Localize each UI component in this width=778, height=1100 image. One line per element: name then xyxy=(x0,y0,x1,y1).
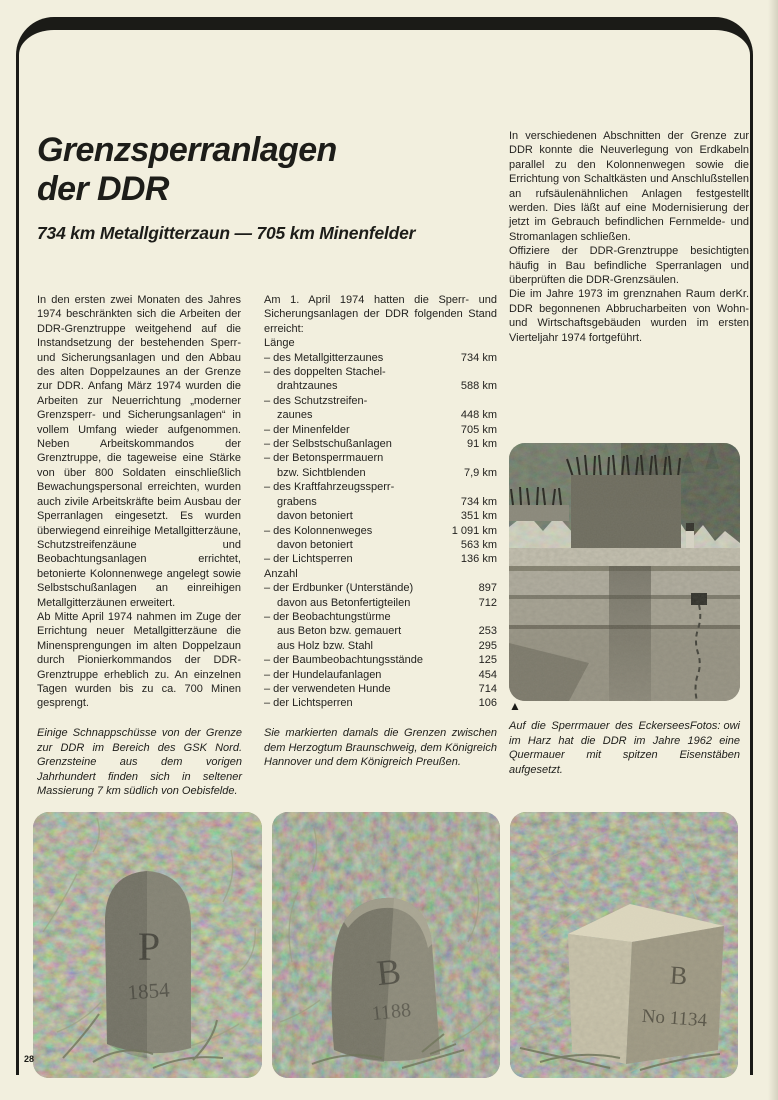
table-row xyxy=(264,668,497,682)
row-value: 563 km xyxy=(460,538,497,551)
photo-grain xyxy=(272,812,500,1078)
table-row xyxy=(264,495,497,509)
table-row xyxy=(264,480,497,494)
row-value: 91 km xyxy=(467,438,497,451)
row-label: – des Kraftfahrzeugssperr- xyxy=(264,481,395,494)
svg-text:1188: 1188 xyxy=(370,999,413,1026)
table-row xyxy=(264,552,497,566)
row-label: – der Beobachtungstürme xyxy=(264,610,391,623)
svg-text:P: P xyxy=(137,924,161,969)
paragraph: In den ersten zwei Monaten des Jahres 1974 beschränkten sich die Arbeiten der DDR-Grenztruppe weitgehend auf die Instandsetzung der bestehenden Sperr- und Sicherungsanlagen und den Abbau des alten Doppelzaunes an der Grenze zur DDR. Anfang März 1974 wurden die Arbeiten zur Neuerrichtung „moderner Grenzsperr- und Sicherungsanlagen“ in vollem Umfang wieder aufgenommen. Neben Arbeitskommandos der Grenztruppe, die tageweise eine Stärke von über 800 Soldaten einschließlich Bewachungspersonal erreichten, wurden auch zivile Arbeitskräfte beim Ausbau der Sperranlagen eingesetzt. Es wurden überwiegend einreihige Metallgitterzäune, Schutzstreifenzäune und Beobachtungsanlagen errichtet, betonierte Kolonnenwege angelegt sowie Selbstschußanlagen an einreihigen Metallgitterzäunen erweitert. xyxy=(37,294,241,609)
svg-text:B: B xyxy=(668,960,689,991)
table-row xyxy=(264,451,497,465)
row-label: – der Selbstschußanlagen xyxy=(264,438,392,451)
table-row xyxy=(264,653,497,667)
table-row xyxy=(264,639,497,653)
row-label: – der Betonsperrmauern xyxy=(264,452,384,465)
table-intro: Am 1. April 1974 hatten die Sperr- und Sicherungsanlagen der DDR folgenden Stand erreicht: xyxy=(264,294,497,335)
table-row xyxy=(264,379,497,393)
row-value: 125 xyxy=(478,654,497,667)
row-value: 1 091 km xyxy=(451,524,497,537)
row-label: bzw. Sichtblenden xyxy=(277,466,366,479)
caption-right: Fotos: owi Auf die Sperrmauer des Eckersees im Harz hat die DDR im Jahre 1962 eine Quermauer mit spitzen Eisenstäben aufgesetzt. xyxy=(509,720,740,776)
photo-grain xyxy=(509,443,740,701)
svg-text:No 1134: No 1134 xyxy=(641,1005,708,1032)
row-label: drahtzaunes xyxy=(277,380,338,393)
row-value: 734 km xyxy=(460,495,497,508)
row-label: – des Schutzstreifen- xyxy=(264,394,368,407)
page-title xyxy=(37,131,477,209)
row-label: – des doppelten Stachel- xyxy=(264,366,386,379)
page-title-line1: Grenzsperranlagen xyxy=(37,131,337,169)
photo-grain xyxy=(33,812,262,1078)
svg-text:1854: 1854 xyxy=(126,977,171,1005)
row-label: grabens xyxy=(277,495,317,508)
row-value: 253 xyxy=(478,625,497,638)
page-number: 28 xyxy=(24,1054,35,1064)
column-left xyxy=(37,293,241,711)
photo-boundary-stone-2 xyxy=(272,812,500,1078)
photo-boundary-stone-1 xyxy=(33,812,262,1078)
row-value: 712 xyxy=(478,596,497,609)
table-row xyxy=(264,610,497,624)
anzahl-table xyxy=(264,581,497,711)
row-label: – der Lichtsperren xyxy=(264,553,353,566)
row-label: aus Beton bzw. gemauert xyxy=(277,625,402,638)
table-row xyxy=(264,423,497,437)
row-value: 7,9 km xyxy=(463,466,497,479)
page-subtitle: 734 km Metallgitterzaun — 705 km Minenfelder xyxy=(37,223,416,243)
paragraph: Ab Mitte April 1974 nahmen im Zuge der Errichtung neuer Metallgitterzäune die Minensprengungen im alten Doppelzaun durch Pionierkommandos der DDR-Grenztruppe erheblich zu. An einzelnen Tagen wurden bis zu ca. 700 Minen gesprengt. xyxy=(37,610,241,710)
table-row xyxy=(264,682,497,696)
table-row xyxy=(264,394,497,408)
row-label: – des Kolonnenweges xyxy=(264,524,373,537)
row-value: 897 xyxy=(478,582,497,595)
photo-boundary-stone-3 xyxy=(510,812,738,1078)
row-value: 448 km xyxy=(460,409,497,422)
table-row xyxy=(264,524,497,538)
row-label: – der Erdbunker (Unterstände) xyxy=(264,582,414,595)
row-value: 454 xyxy=(478,668,497,681)
table-row xyxy=(264,624,497,638)
row-label: – der Baumbeobachtungsstände xyxy=(264,654,424,667)
row-value: 136 km xyxy=(460,553,497,566)
laenge-table xyxy=(264,351,497,567)
paragraph: In verschiedenen Abschnitten der Grenze zur DDR konnte die Neuverlegung von Erdkabeln parallel zu den Kolonnenwegen sowie die Errichtung von Schaltkästen und Anschlußstellen an rufsäulenähnlichen Anlagen festgestellt werden. Dies läßt auf eine Modernisierung der jetzt im Gebrauch befindlichen Fernmelde- und Stromanlagen schließen. xyxy=(509,130,749,243)
boundary-stone-illustration xyxy=(272,812,500,1078)
row-label: davon betoniert xyxy=(277,538,353,551)
page-title-line2: der DDR xyxy=(37,170,169,208)
column-middle xyxy=(264,293,497,711)
table-row xyxy=(264,365,497,379)
author-signature: Kr. xyxy=(735,288,749,301)
table-row xyxy=(264,509,497,523)
row-label: – des Metallgitterzaunes xyxy=(264,351,384,364)
paragraph: Kr. Die im Jahre 1973 im grenznahen Raum der DDR begonnenen Abbrucharbeiten von Wohn- und Wirtschaftsgebäuden wurden im ersten Vierteljahr 1974 fortgeführt. xyxy=(509,288,749,344)
photo-credit: Fotos: owi xyxy=(689,720,740,732)
row-value: 734 km xyxy=(460,351,497,364)
row-label: aus Holz bzw. Stahl xyxy=(277,639,373,652)
row-label: – der verwendeten Hunde xyxy=(264,682,391,695)
table-row xyxy=(264,696,497,710)
row-label: zaunes xyxy=(277,409,313,422)
table-section-anzahl: Anzahl xyxy=(264,567,298,580)
column-right xyxy=(509,129,749,345)
svg-text:B: B xyxy=(374,950,403,994)
row-label: davon betoniert xyxy=(277,510,353,523)
table-row xyxy=(264,538,497,552)
row-label: – der Hundelaufanlagen xyxy=(264,668,382,681)
row-label: – der Lichtsperren xyxy=(264,697,353,710)
row-value: 106 xyxy=(478,697,497,710)
paper-scan-edge xyxy=(768,0,778,1100)
table-row xyxy=(264,466,497,480)
row-value: 351 km xyxy=(460,510,497,523)
photo-grain xyxy=(510,812,738,1078)
table-row xyxy=(264,351,497,365)
table-row xyxy=(264,596,497,610)
table-row xyxy=(264,581,497,595)
dam-wall-illustration xyxy=(509,443,740,701)
boundary-stone-illustration xyxy=(33,812,262,1078)
row-label: davon aus Betonfertigteilen xyxy=(277,596,411,609)
caption-arrow-icon: ▲ xyxy=(509,699,521,713)
row-value: 705 km xyxy=(460,423,497,436)
table-section-laenge: Länge xyxy=(264,337,295,350)
row-value: 714 xyxy=(478,682,497,695)
table-row xyxy=(264,408,497,422)
table-row xyxy=(264,437,497,451)
photo-dam-wall xyxy=(509,443,740,701)
row-value: 295 xyxy=(478,639,497,652)
boundary-stone-illustration xyxy=(510,812,738,1078)
row-label: – der Minenfelder xyxy=(264,423,350,436)
caption-left: Einige Schnappschüsse von der Grenze zur DDR im Bereich des GSK Nord. Grenzsteine aus dem vorigen Jahrhundert finden sich in seltener Massierung 7 km südlich von Oebisfelde. xyxy=(37,727,242,797)
paragraph: Offiziere der DDR-Grenztruppe besichtigten häufig in Bau befindliche Sperranlagen und überprüften die DDR-Grenzsäulen. xyxy=(509,245,749,287)
row-value: 588 km xyxy=(460,380,497,393)
caption-middle: Sie markierten damals die Grenzen zwischen dem Herzogtum Braunschweig, dem Königreich Hannover und dem Königreich Preußen. xyxy=(264,727,497,768)
